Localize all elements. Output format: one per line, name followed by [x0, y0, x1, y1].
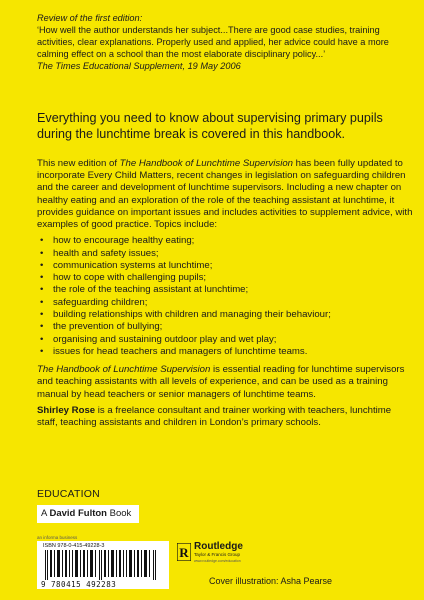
description-body: [37, 158, 413, 429]
svg-text:R: R: [179, 545, 189, 560]
essential-text: is essential reading for lunchtime supervisors and teaching assistants with all levels of experience, and can be used as a training manual by head teachers or senior managers of lunchtime teams.: [37, 364, 405, 400]
lead-statement: Everything you need to know about supervising primary pupils during the lunchtime break is covered in this handbook.: [37, 111, 383, 141]
list-item: • health and safety issues;: [37, 248, 413, 260]
imprint-suffix: Book: [106, 508, 132, 519]
list-item: • safeguarding children;: [37, 297, 413, 309]
list-item: • organising and sustaining outdoor play and wet play;: [37, 334, 413, 346]
subject-category: EDUCATION: [37, 488, 100, 500]
list-item: • communication systems at lunchtime;: [37, 260, 413, 272]
author-paragraph: [37, 405, 413, 429]
publisher-url: www.routledge.com/education: [194, 559, 241, 563]
author-bio: is a freelance consultant and trainer working with teachers, lunchtime staff, teaching assistants and children in London’s primary schools.: [37, 404, 392, 428]
list-item: • how to encourage healthy eating;: [37, 235, 413, 247]
essential-paragraph: [37, 364, 413, 401]
imprint-name: David Fulton: [49, 508, 107, 519]
routledge-logo-icon: [177, 543, 191, 561]
isbn-number: ISBN 978-0-415-49228-3: [43, 543, 105, 549]
list-item: • how to cope with challenging pupils;: [37, 272, 413, 284]
list-item: • building relationships with children and managing their behaviour;: [37, 309, 413, 321]
intro-text: has been fully updated to incorporate Every Child Matters, recent changes in legislation on safeguarding children and the career and development of lunchtime supervisors. Including a new chapter on healthy eating and an exploration of the role of the teaching assistant at lunchtime, it provides guidance on important issues and includes activities to supplement advice, with examples of good practice. Topics include:: [37, 158, 413, 231]
informa-tagline: an informa business: [37, 535, 78, 540]
list-item: • issues for head teachers and managers of lunchtime teams.: [37, 346, 413, 358]
intro-prefix: This new edition of: [37, 158, 120, 169]
list-item: • the role of the teaching assistant at lunchtime;: [37, 284, 413, 296]
publisher-group: Taylor & Francis Group: [194, 552, 241, 557]
publisher-logo: [177, 541, 257, 565]
intro-paragraph: [37, 158, 413, 231]
topics-list: [37, 235, 413, 358]
intro-book-title: The Handbook of Lunchtime Supervision: [119, 158, 293, 169]
essential-book-title: The Handbook of Lunchtime Supervision: [37, 364, 211, 376]
illustration-credit: Cover illustration: Asha Pearse: [209, 576, 333, 586]
review-quote: ‘How well the author understands her subject...There are good case studies, training activities, clear explanations. Properly used and applied, her advice could have a more calming effect on a school than the most elaborate disciplinary policy...’: [37, 25, 389, 59]
list-item: • the prevention of bullying;: [37, 321, 413, 333]
publisher-name: Routledge: [194, 541, 243, 552]
review-source: The Times Educational Supplement, 19 May 2006: [37, 61, 241, 71]
isbn-barcode: [37, 541, 169, 589]
imprint-label: [37, 505, 139, 523]
barcode-digits: 9 780415 492283: [41, 580, 117, 589]
review-label: Review of the first edition:: [37, 13, 143, 23]
author-name: Shirley Rose: [37, 404, 96, 416]
barcode-icon: [43, 550, 161, 580]
review-block: [37, 12, 397, 72]
imprint-prefix: A: [41, 508, 50, 519]
